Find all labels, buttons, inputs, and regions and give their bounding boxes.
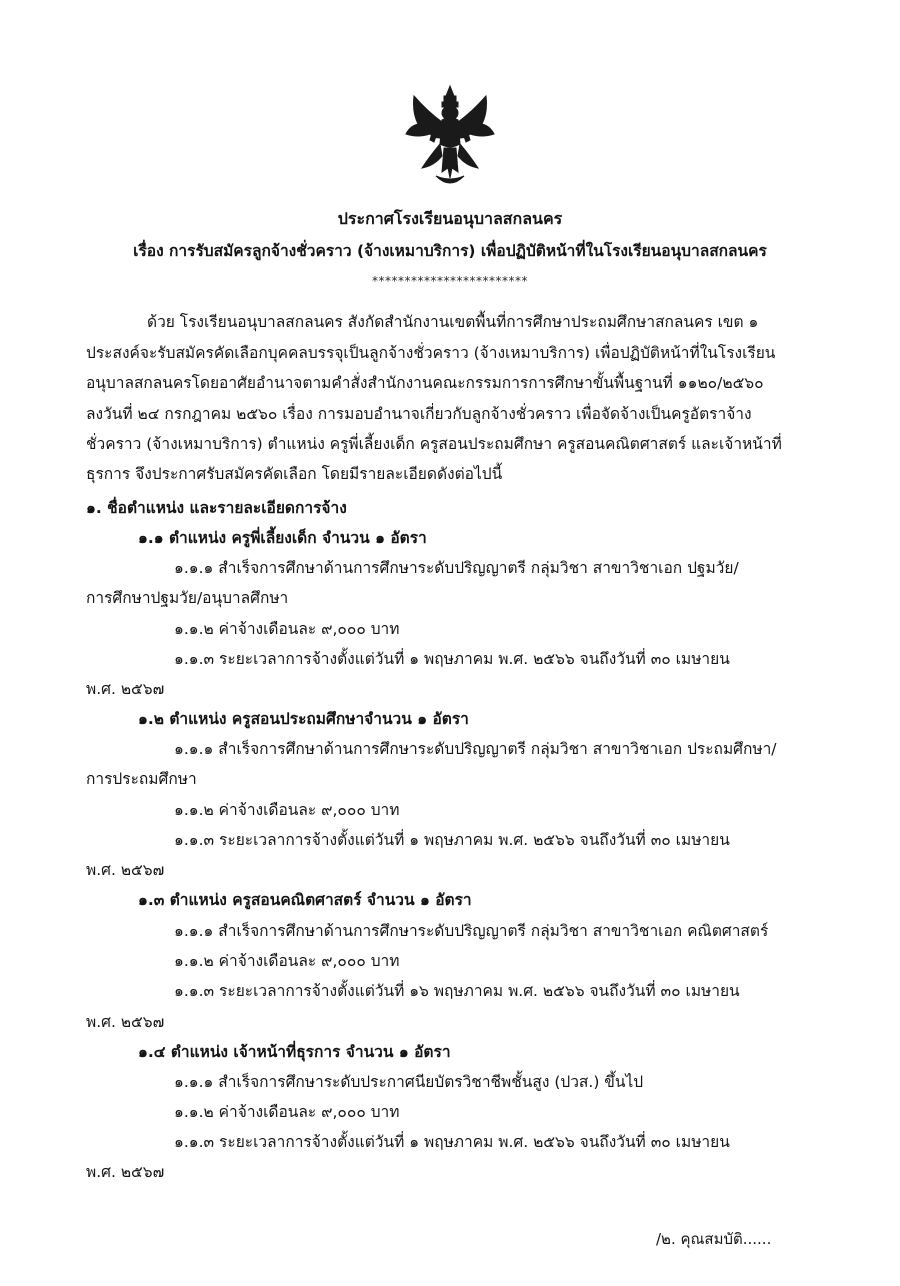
position-detail: พ.ศ. ๒๕๖๗ — [86, 861, 165, 879]
announcement-title: ประกาศโรงเรียนอนุบาลสกลนคร — [337, 209, 563, 228]
continuation-note: /๒. คุณสมบัติ...... — [656, 1230, 772, 1248]
position-detail: การศึกษาปฐมวัย/อนุบาลศึกษา — [86, 589, 289, 607]
intro-line: ชั่วคราว (จ้างเหมาบริการ) ตำแหน่ง ครูพี่เลี้ยงเด็ก ครูสอนประถมศึกษา ครูสอนคณิตศาสตร์ และเจ้าหน้าที่ — [86, 435, 782, 453]
position-detail: พ.ศ. ๒๕๖๗ — [86, 1013, 165, 1031]
position-detail: ๑.๑.๓ ระยะเวลาการจ้างตั้งแต่วันที่ ๑ พฤษภาคม พ.ศ. ๒๕๖๖ จนถึงวันที่ ๓๐ เมษายน — [174, 831, 730, 849]
intro-line: ด้วย โรงเรียนอนุบาลสกลนคร สังกัดสำนักงานเขตพื้นที่การศึกษาประถมศึกษาสกลนคร เขต ๑ — [147, 313, 759, 331]
position-detail: ๑.๑.๑ สำเร็จการศึกษาด้านการศึกษาระดับปริญญาตรี กลุ่มวิชา สาขาวิชาเอก คณิตศาสตร์ — [174, 922, 769, 940]
position-heading: ๑.๒ ตำแหน่ง ครูสอนประถมศึกษาจำนวน ๑ อัตรา — [138, 710, 469, 728]
position-heading: ๑.๑ ตำแหน่ง ครูพี่เลี้ยงเด็ก จำนวน ๑ อัตรา — [138, 529, 427, 547]
position-detail: ๑.๑.๒ ค่าจ้างเดือนละ ๙,๐๐๐ บาท — [174, 620, 400, 638]
position-detail: ๑.๑.๑ สำเร็จการศึกษาระดับประกาศนียบัตรวิชาชีพชั้นสูง (ปวส.) ขึ้นไป — [174, 1073, 644, 1091]
position-detail: ๑.๑.๓ ระยะเวลาการจ้างตั้งแต่วันที่ ๑๖ พฤษภาคม พ.ศ. ๒๕๖๖ จนถึงวันที่ ๓๐ เมษายน — [174, 982, 740, 1000]
intro-line: อนุบาลสกลนครโดยอาศัยอำนาจตามคำสั่งสำนักงานคณะกรรมการการศึกษาขั้นพื้นฐานที่ ๑๑๒๐/๒๕๖๐ — [86, 374, 764, 392]
position-heading: ๑.๓ ตำแหน่ง ครูสอนคณิตศาสตร์ จำนวน ๑ อัตรา — [138, 891, 472, 909]
section-heading: ๑. ชื่อตำแหน่ง และรายละเอียดการจ้าง — [86, 499, 347, 517]
position-detail: ๑.๑.๓ ระยะเวลาการจ้างตั้งแต่วันที่ ๑ พฤษภาคม พ.ศ. ๒๕๖๖ จนถึงวันที่ ๓๐ เมษายน — [174, 650, 730, 668]
position-detail: ๑.๑.๒ ค่าจ้างเดือนละ ๙,๐๐๐ บาท — [174, 1103, 400, 1121]
position-detail: พ.ศ. ๒๕๖๗ — [86, 1163, 165, 1181]
announcement-subject: เรื่อง การรับสมัครลูกจ้างชั่วคราว (จ้างเหมาบริการ) เพื่อปฏิบัติหน้าที่ในโรงเรียนอนุบาลสกลนคร — [133, 242, 767, 260]
position-detail: ๑.๑.๓ ระยะเวลาการจ้างตั้งแต่วันที่ ๑ พฤษภาคม พ.ศ. ๒๕๖๖ จนถึงวันที่ ๓๐ เมษายน — [174, 1133, 730, 1151]
garuda-emblem-icon — [400, 82, 500, 192]
intro-line: ธุรการ จึงประกาศรับสมัครคัดเลือก โดยมีรายละเอียดดังต่อไปนี้ — [86, 465, 503, 483]
intro-line: ลงวันที่ ๒๔ กรกฎาคม ๒๕๖๐ เรื่อง การมอบอำนาจเกี่ยวกับลูกจ้างชั่วคราว เพื่อจัดจ้างเป็นครูอัตราจ้าง — [86, 405, 752, 423]
position-heading: ๑.๔ ตำแหน่ง เจ้าหน้าที่ธุรการ จำนวน ๑ อัตรา — [138, 1043, 451, 1061]
position-detail: ๑.๑.๒ ค่าจ้างเดือนละ ๙,๐๐๐ บาท — [174, 801, 400, 819]
position-detail: ๑.๑.๑ สำเร็จการศึกษาด้านการศึกษาระดับปริญญาตรี กลุ่มวิชา สาขาวิชาเอก ประถมศึกษา/ — [174, 740, 777, 758]
position-detail: การประถมศึกษา — [86, 770, 197, 788]
position-detail: พ.ศ. ๒๕๖๗ — [86, 680, 165, 698]
intro-line: ประสงค์จะรับสมัครคัดเลือกบุคคลบรรจุเป็นลูกจ้างชั่วคราว (จ้างเหมาบริการ) เพื่อปฏิบัติหน้าที่ในโรงเรียน — [86, 344, 776, 362]
position-detail: ๑.๑.๒ ค่าจ้างเดือนละ ๙,๐๐๐ บาท — [174, 952, 400, 970]
separator-line: ************************ — [372, 274, 528, 288]
position-detail: ๑.๑.๑ สำเร็จการศึกษาด้านการศึกษาระดับปริญญาตรี กลุ่มวิชา สาขาวิชาเอก ปฐมวัย/ — [174, 559, 739, 577]
